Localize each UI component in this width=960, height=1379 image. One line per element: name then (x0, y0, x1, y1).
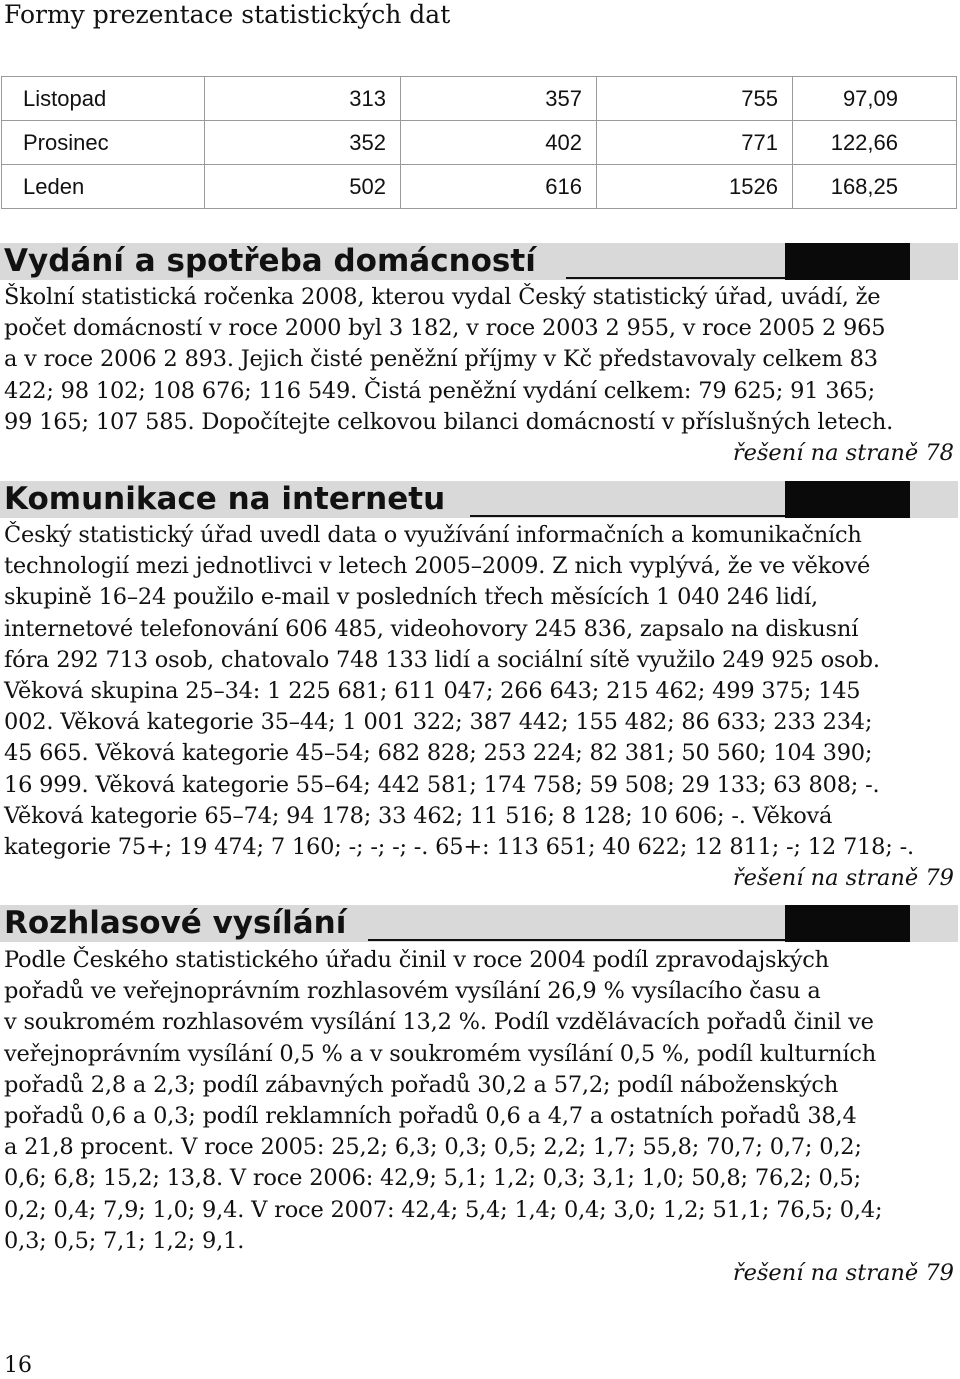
table-cell: 502 (205, 165, 401, 209)
section-radio-broadcasting (0, 905, 960, 1289)
section-header (0, 481, 960, 521)
text-line: fóra 292 713 osob, chatovalo 748 133 lidí a sociální sítě využilo 249 925 osob. (4, 646, 880, 673)
table-cell: 357 (401, 77, 597, 121)
text-line: Školní statistická ročenka 2008, kterou vydal Český statistický úřad, uvádí, že (4, 284, 881, 310)
table-row-label: Leden (2, 165, 205, 209)
section-text (4, 520, 956, 863)
section-title: Vydání a spotřeba domácností (4, 243, 536, 279)
text-line: a v roce 2006 2 893. Jejich čisté peněžní příjmy v Kč představovaly celkem 83 (4, 346, 878, 373)
page-number: 16 (4, 1353, 32, 1378)
text-line: v soukromém rozhlasovém vysílání 13,2 %. Podíl vzdělávacích pořadů činil ve (4, 1009, 874, 1036)
text-line: skupině 16–24 použilo e-mail v posledních třech měsících 1 040 246 lidí, (4, 584, 818, 611)
header-block (785, 905, 910, 942)
section-title: Komunikace na internetu (4, 481, 446, 517)
text-line: technologií mezi jednotlivci v letech 2005–2009. Z nich vyplývá, že ve věkové (4, 553, 871, 580)
text-line: 0,6; 6,8; 15,2; 13,8. V roce 2006: 42,9; 5,1; 1,2; 0,3; 3,1; 1,0; 50,8; 76,2; 0,5; (4, 1165, 862, 1192)
table-cell: 616 (401, 165, 597, 209)
section-internet-communication (0, 481, 960, 894)
text-line: 002. Věková kategorie 35–44; 1 001 322; 387 442; 155 482; 86 633; 233 234; (4, 709, 873, 736)
solution-reference: řešení na straně 78 (732, 440, 954, 467)
table-cell: 1526 (597, 165, 793, 209)
table-cell: 97,09 (793, 77, 957, 121)
section-header (0, 905, 960, 945)
solution-reference: řešení na straně 79 (732, 1260, 954, 1287)
section-text (4, 945, 956, 1257)
header-rule (566, 277, 785, 279)
text-line: 16 999. Věková kategorie 55–64; 442 581; 174 758; 59 508; 29 133; 63 808; -. (4, 771, 880, 798)
header-rule (470, 515, 785, 517)
section-text (4, 282, 956, 438)
table-row-label: Prosinec (2, 121, 205, 165)
text-line: 45 665. Věková kategorie 45–54; 682 828; 253 224; 82 381; 50 560; 104 390; (4, 740, 873, 767)
section-header (0, 243, 960, 283)
text-line: 0,2; 0,4; 7,9; 1,0; 9,4. V roce 2007: 42,4; 5,4; 1,4; 0,4; 3,0; 1,2; 51,1; 76,5; 0,4; (4, 1196, 883, 1223)
table-cell: 402 (401, 121, 597, 165)
text-line: 0,3; 0,5; 7,1; 1,2; 9,1. (4, 1227, 245, 1254)
text-line: 99 165; 107 585. Dopočítejte celkovou bilanci domácností v příslušných letech. (4, 408, 894, 435)
table-cell: 168,25 (793, 165, 957, 209)
table-cell: 352 (205, 121, 401, 165)
header-block (785, 481, 910, 518)
section-household-expenses (0, 243, 960, 469)
section-title: Rozhlasové vysílání (4, 905, 347, 941)
data-table (1, 76, 957, 209)
text-line: Podle Českého statistického úřadu činil v roce 2004 podíl zpravodajských (4, 947, 829, 973)
text-line: Věková kategorie 65–74; 94 178; 33 462; 11 516; 8 128; 10 606; -. Věková (4, 802, 833, 829)
table-row-label: Listopad (2, 77, 205, 121)
header-block (785, 243, 910, 280)
text-line: a 21,8 procent. V roce 2005: 25,2; 6,3; 0,3; 0,5; 2,2; 1,7; 55,8; 70,7; 0,7; 0,2; (4, 1134, 862, 1161)
text-line: veřejnoprávním vysílání 0,5 % a v soukromém vysílání 0,5 %, podíl kulturních (4, 1040, 877, 1067)
text-line: pořadů ve veřejnoprávním rozhlasovém vysílání 26,9 % vysílacího času a (4, 978, 821, 1005)
text-line: počet domácností v roce 2000 byl 3 182, v roce 2003 2 955, v roce 2005 2 965 (4, 315, 886, 342)
header-rule (368, 939, 785, 941)
solution-reference: řešení na straně 79 (732, 865, 954, 892)
text-line: Věková skupina 25–34: 1 225 681; 611 047; 266 643; 215 462; 499 375; 145 (4, 678, 861, 705)
table-cell: 122,66 (793, 121, 957, 165)
text-line: pořadů 2,8 a 2,3; podíl zábavných pořadů 30,2 a 57,2; podíl náboženských (4, 1071, 839, 1098)
text-line: pořadů 0,6 a 0,3; podíl reklamních pořadů 0,6 a 4,7 a ostatních pořadů 38,4 (4, 1103, 857, 1130)
table-cell: 313 (205, 77, 401, 121)
table-cell: 771 (597, 121, 793, 165)
running-head: Formy prezentace statistických dat (4, 0, 451, 29)
table-cell: 755 (597, 77, 793, 121)
text-line: kategorie 75+; 19 474; 7 160; -; -; -; -. 65+: 113 651; 40 622; 12 811; -; 12 718; -. (4, 834, 914, 861)
text-line: Český statistický úřad uvedl data o využívání informačních a komunikačních (4, 522, 862, 548)
table-row (2, 77, 957, 121)
table-row (2, 121, 957, 165)
text-line: 422; 98 102; 108 676; 116 549. Čistá peněžní vydání celkem: 79 625; 91 365; (4, 377, 876, 404)
text-line: internetové telefonování 606 485, videohovory 245 836, zapsalo na diskusní (4, 615, 859, 642)
table-row (2, 165, 957, 209)
